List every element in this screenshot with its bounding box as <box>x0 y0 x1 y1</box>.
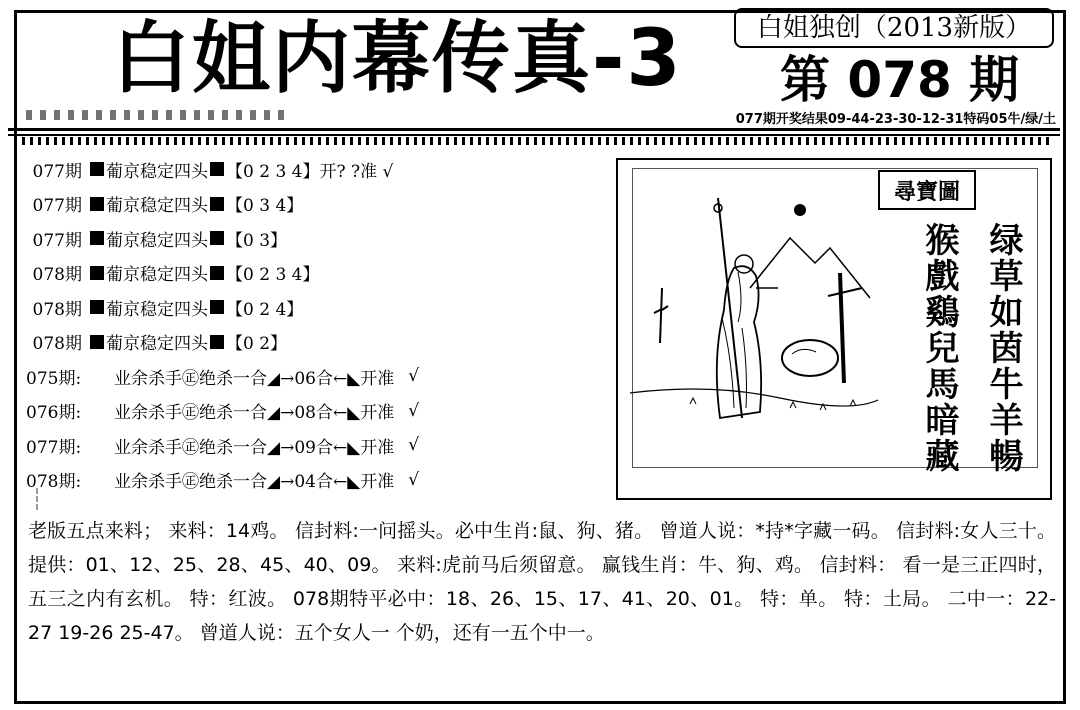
old-man-illustration <box>630 168 878 468</box>
block-icon <box>90 300 104 314</box>
block-icon <box>90 197 104 211</box>
row-label: 葡京稳定四头 <box>106 161 208 182</box>
row-text: 业余杀手㊣绝杀一合◢→06合←◣开准 <box>114 368 395 389</box>
main-title: 白姐内幕传真-3 <box>112 14 683 104</box>
row-values: 【0 2】 <box>226 334 288 355</box>
row-text: 业余杀手㊣绝杀一合◢→04合←◣开准 <box>114 472 395 493</box>
list-item <box>22 325 612 360</box>
list-item <box>22 359 612 394</box>
block-icon <box>210 266 224 280</box>
list-item <box>22 256 612 291</box>
treasure-map-label: 尋寶圖 <box>878 170 976 210</box>
row-values: 【0 3 4】 <box>226 196 304 217</box>
row-issue: 077期: <box>26 437 82 458</box>
chain-border <box>14 137 1054 145</box>
row-issue: 076期: <box>26 403 82 424</box>
row-values: 【0 3】 <box>226 230 288 251</box>
check-mark: √ <box>408 400 420 421</box>
top-rule-thin <box>8 134 1060 136</box>
block-icon <box>90 266 104 280</box>
block-icon <box>210 335 224 349</box>
poem-column-2: 猴戲鷄兒馬暗藏 <box>919 222 959 474</box>
block-icon <box>90 162 104 176</box>
block-icon <box>210 300 224 314</box>
row-issue: 077期 <box>32 196 82 217</box>
list-item <box>22 428 612 463</box>
row-values: 【0 2 3 4】开? ?准 √ <box>226 161 394 182</box>
row-label: 葡京稳定四头 <box>106 334 208 355</box>
edition-badge: 白姐独创（2013新版） <box>734 8 1054 48</box>
prediction-list <box>22 152 612 497</box>
check-mark: √ <box>408 469 420 490</box>
previous-result: 077期开奖结果09-44-23-30-12-31特码05牛/绿/土 <box>735 112 1056 127</box>
list-item <box>22 463 612 498</box>
row-values: 【0 2 3 4】 <box>226 265 320 286</box>
list-item <box>22 152 612 187</box>
block-icon <box>210 231 224 245</box>
row-issue: 078期 <box>32 265 82 286</box>
row-text: 业余杀手㊣绝杀一合◢→08合←◣开准 <box>114 403 395 424</box>
block-icon <box>210 162 224 176</box>
print-smudge <box>26 110 286 120</box>
check-mark: √ <box>408 366 420 387</box>
list-item <box>22 394 612 429</box>
issue-number: 第 078 期 <box>780 51 1020 109</box>
list-item <box>22 187 612 222</box>
row-label: 葡京稳定四头 <box>106 230 208 251</box>
check-mark: √ <box>408 435 420 456</box>
block-icon <box>210 197 224 211</box>
row-label: 葡京稳定四头 <box>106 265 208 286</box>
row-issue: 075期: <box>26 368 82 389</box>
fold-mark <box>36 488 44 510</box>
block-icon <box>90 335 104 349</box>
row-issue: 078期 <box>32 299 82 320</box>
list-item <box>22 290 612 325</box>
row-label: 葡京稳定四头 <box>106 299 208 320</box>
row-issue: 077期 <box>32 230 82 251</box>
block-icon <box>90 231 104 245</box>
row-label: 葡京稳定四头 <box>106 196 208 217</box>
row-issue: 078期 <box>32 334 82 355</box>
poem-column-1: 绿草如茵牛羊暢 <box>983 222 1023 474</box>
info-paragraph: 老版五点来料； 来料：14鸡。 信封料:一问摇头。必中生肖:鼠、狗、猪。 曾道人说：*持*字藏一码。 信封料:女人三十。 提供：01、12、25、28、45、40、09。 来料:虎前马后须留意。 赢钱生肖：牛、狗、鸡。 信封料： 看一是三正四时，五三之内有玄机。 特：红波。 078期特平必中：18、26、15、17、41、20、01。 特：单。 特：土局。 二中一：22-27 19-26 25-47。 曾道人说：五个女人一 个奶，还有一五个中一。 <box>28 520 1056 644</box>
row-issue: 077期 <box>32 161 82 182</box>
row-issue: 078期: <box>26 472 82 493</box>
row-text: 业余杀手㊣绝杀一合◢→09合←◣开准 <box>114 437 395 458</box>
list-item <box>22 221 612 256</box>
row-values: 【0 2 4】 <box>226 299 304 320</box>
top-rule <box>8 128 1060 131</box>
